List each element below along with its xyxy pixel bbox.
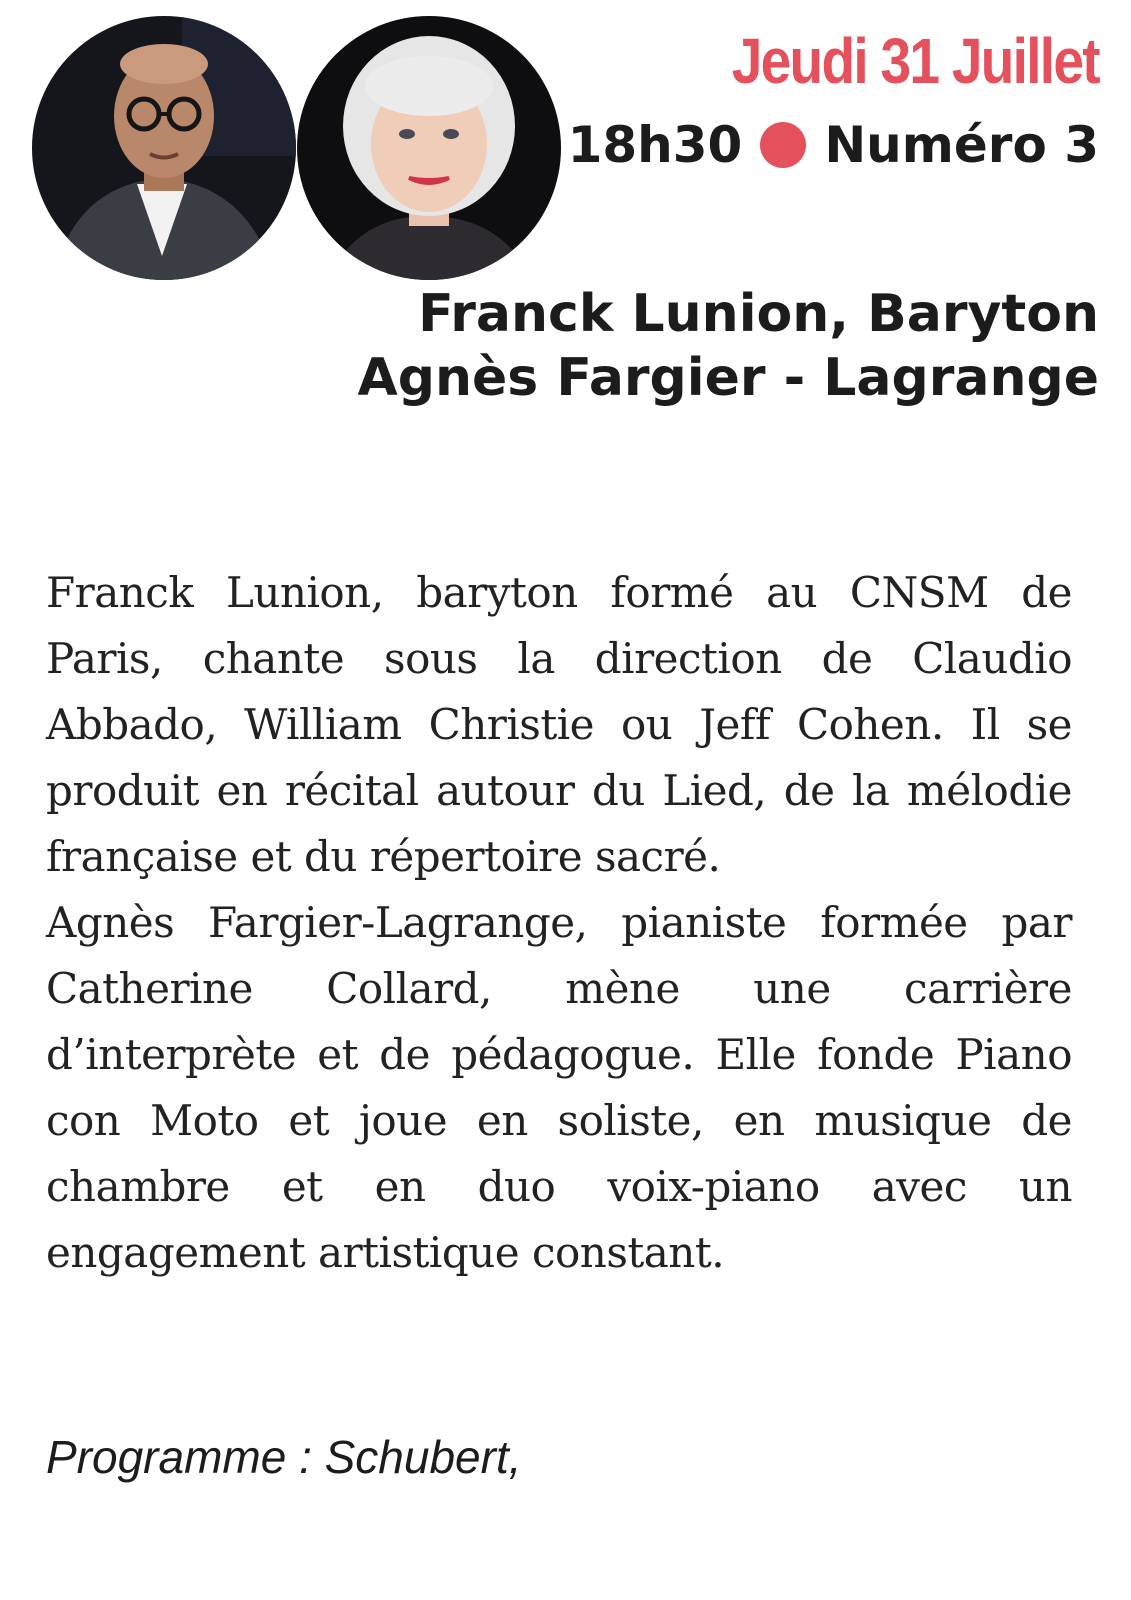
portrait-franck-lunion	[32, 16, 296, 280]
event-date: Jeudi 31 Juillet	[731, 25, 1099, 97]
bio-paragraph-2: Agnès Fargier-Lagrange, pianiste formée par Catherine Collard, mène une carrière d’interprète et de pédagogue. Elle fonde Piano con Moto et joue en soliste, en musique de chambre et en duo voix-piano avec un engagement artistique constant.	[46, 898, 1072, 1277]
event-number: Numéro 3	[824, 116, 1099, 174]
red-dot-icon	[760, 122, 806, 168]
performer-line-2: Agnès Fargier - Lagrange	[357, 348, 1099, 408]
event-time-number	[568, 116, 1099, 174]
performer-line-1: Franck Lunion, Baryton	[418, 284, 1099, 344]
performers-heading	[358, 282, 1099, 410]
portrait-agnes-fargier-lagrange	[297, 16, 561, 280]
biography	[46, 560, 1072, 1286]
bio-paragraph-1: Franck Lunion, baryton formé au CNSM de Paris, chante sous la direction de Claudio Abbado, William Christie ou Jeff Cohen. Il se produit en récital autour du Lied, de la mélodie française et du répertoire sacré.	[46, 568, 1072, 881]
event-time: 18h30	[567, 116, 743, 174]
programme-line: Programme : Schubert,	[46, 1431, 522, 1483]
